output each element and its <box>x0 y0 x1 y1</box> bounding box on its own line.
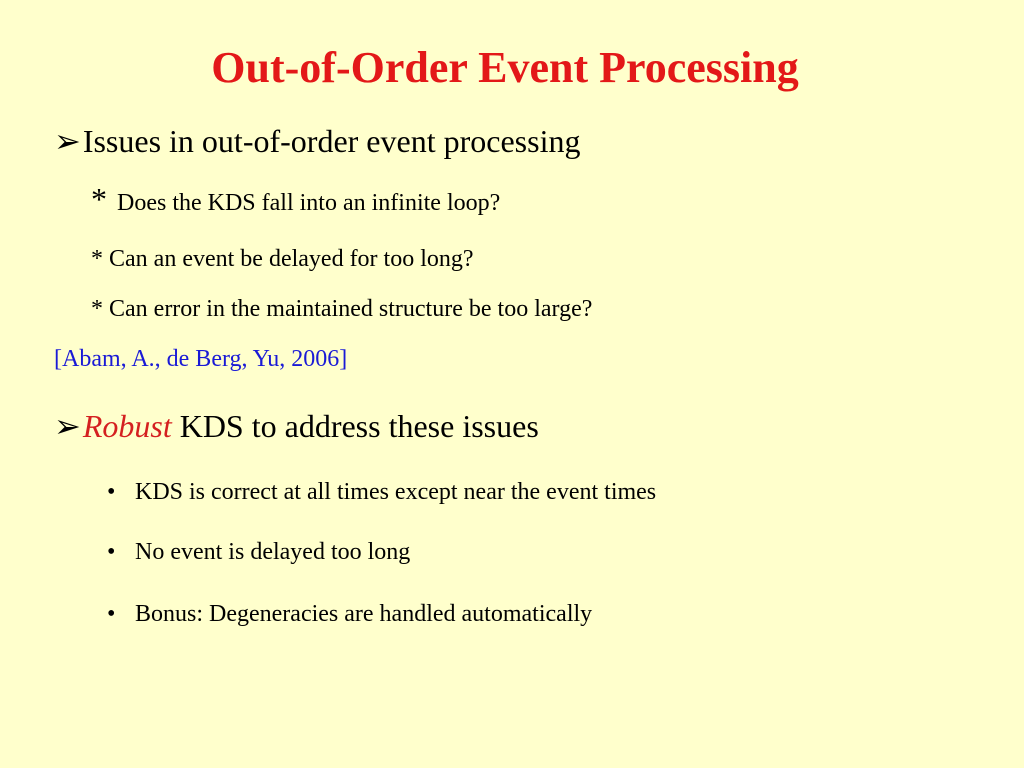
subitem-delayed: * Can an event be delayed for too long? <box>91 246 474 272</box>
robust-emphasis: Robust <box>82 408 172 444</box>
subitem-infinite-loop <box>91 182 500 220</box>
dot-bullet-icon: • <box>107 539 116 565</box>
subitem-infinite-loop-text: Does the KDS fall into an infinite loop? <box>117 190 501 216</box>
list-item <box>107 597 592 631</box>
list-item-text: KDS is correct at all times except near the event times <box>135 479 657 505</box>
bullet-robust <box>54 405 539 447</box>
dot-bullet-icon: • <box>107 601 116 627</box>
list-item <box>107 535 410 569</box>
dot-bullet-icon: • <box>107 479 116 505</box>
arrow-bullet-icon: ➢ <box>54 408 81 444</box>
arrow-bullet-icon: ➢ <box>54 123 81 159</box>
list-item-text: Bonus: Degeneracies are handled automatically <box>135 601 593 627</box>
citation: [Abam, A., de Berg, Yu, 2006] <box>54 346 348 372</box>
list-item-text: No event is delayed too long <box>135 539 411 565</box>
slide-title: Out-of-Order Event Processing <box>211 43 799 92</box>
list-item <box>107 475 656 509</box>
subitem-error: * Can error in the maintained structure be too large? <box>91 296 593 322</box>
asterisk-marker: * <box>91 181 107 217</box>
bullet-robust-text: KDS to address these issues <box>179 408 539 444</box>
bullet-issues-text: Issues in out-of-order event processing <box>82 123 581 159</box>
bullet-issues <box>54 120 580 162</box>
